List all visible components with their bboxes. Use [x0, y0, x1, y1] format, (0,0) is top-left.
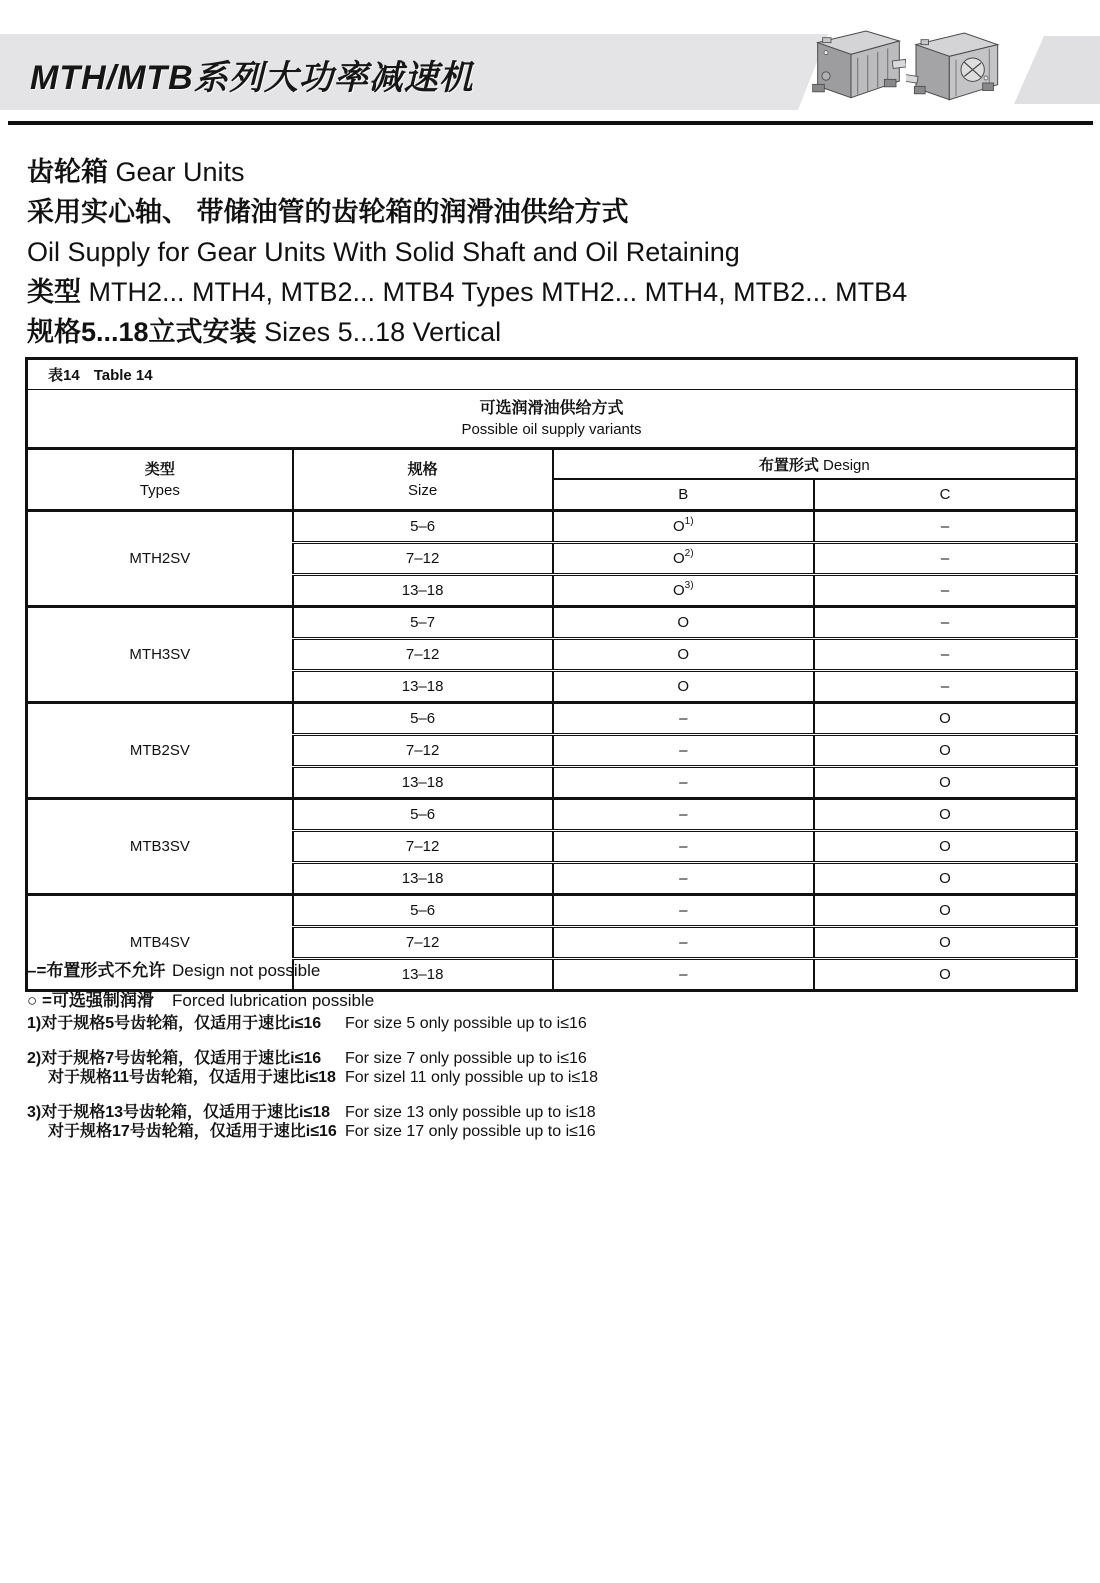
intro-heading-zh: 齿轮箱 — [27, 157, 116, 187]
footnote-en: For size 17 only possible up to i≤16 — [345, 1123, 596, 1140]
intro-heading-zh: 采用实心轴、 带储油管的齿轮箱的润滑油供给方式 — [27, 197, 629, 227]
design-c-cell — [814, 735, 1077, 767]
circle-mark: O — [939, 902, 951, 919]
size-cell: 7–12 — [293, 735, 553, 767]
footnote-ref: 3) — [684, 580, 694, 591]
circle-mark: O — [939, 806, 951, 823]
circle-mark: O — [939, 966, 951, 983]
circle-mark: O — [672, 582, 685, 599]
intro-heading-en: Oil Supply for Gear Units With Solid Shaft and Oil Retaining — [27, 237, 740, 267]
intro-heading-zh: 规格5...18立式安装 — [27, 317, 265, 347]
design-b-cell — [553, 511, 814, 543]
design-b-cell — [553, 767, 814, 799]
size-cell: 5–7 — [293, 607, 553, 639]
table-row — [27, 703, 1077, 735]
footnote-en: For sizel 11 only possible up to i≤18 — [345, 1069, 599, 1086]
dash-mark: – — [940, 518, 950, 535]
size-cell: 7–12 — [293, 927, 553, 959]
footnote — [27, 1049, 598, 1087]
design-c-cell — [814, 799, 1077, 831]
footnotes — [27, 1014, 598, 1157]
size-cell: 13–18 — [293, 575, 553, 607]
size-cell: 7–12 — [293, 543, 553, 575]
design-b-cell — [553, 895, 814, 927]
intro-heading-en: Sizes 5...18 Vertical — [264, 317, 502, 347]
size-cell: 5–6 — [293, 703, 553, 735]
size-cell: 5–6 — [293, 511, 553, 543]
table-title — [27, 390, 1077, 449]
header-band-accent-slash — [1014, 36, 1100, 104]
design-b-cell — [553, 863, 814, 895]
circle-mark: O — [672, 550, 685, 567]
col-header-size — [293, 449, 553, 511]
dash-mark: – — [940, 582, 950, 599]
footnote-zh: 2)对于规格7号齿轮箱，仅适用于速比i≤16 — [27, 1050, 322, 1067]
circle-mark: O — [939, 774, 951, 791]
table-caption-zh: 表14 — [48, 367, 80, 384]
design-b-cell — [553, 927, 814, 959]
table-title-en: Possible oil supply variants — [461, 420, 642, 438]
legend-english-label: Forced lubrication possible — [172, 991, 375, 1010]
dash-mark: – — [940, 614, 950, 631]
dash-mark: – — [940, 550, 950, 567]
table-title-zh: 可选润滑油供给方式 — [479, 399, 624, 417]
col-header-design — [553, 449, 1077, 480]
table-caption-en: Table 14 — [93, 367, 153, 384]
design-c-cell — [814, 895, 1077, 927]
design-b-cell — [553, 639, 814, 671]
oil-supply-table — [25, 357, 1078, 992]
design-c-cell — [814, 767, 1077, 799]
col-header-design-en: Design — [823, 456, 870, 474]
legend-line — [27, 956, 374, 986]
footnote-zh: 对于规格11号齿轮箱，仅适用于速比i≤18 — [48, 1069, 336, 1086]
footnote-line — [27, 1049, 598, 1068]
intro-heading-en: Gear Units — [115, 157, 245, 187]
footnote-line — [27, 1068, 598, 1087]
circle-mark: O — [677, 646, 690, 663]
dash-mark: – — [679, 902, 688, 919]
circle-mark: O — [939, 838, 951, 855]
size-cell: 13–18 — [293, 671, 553, 703]
table-caption-row — [27, 359, 1077, 390]
intro-heading-line — [27, 232, 1077, 272]
footnote-en: For size 13 only possible up to i≤18 — [345, 1104, 596, 1121]
table-row — [27, 511, 1077, 543]
design-c-cell — [814, 607, 1077, 639]
col-header-types-zh: 类型 — [144, 460, 175, 478]
col-header-types — [27, 449, 293, 511]
size-cell: 5–6 — [293, 895, 553, 927]
intro-heading-line — [27, 272, 1077, 312]
design-c-cell — [814, 703, 1077, 735]
circle-mark: O — [677, 678, 690, 695]
circle-mark: O — [672, 518, 685, 535]
table-title-row — [27, 390, 1077, 449]
design-c-cell — [814, 927, 1077, 959]
col-header-types-en: Types — [139, 481, 180, 499]
design-c-cell — [814, 671, 1077, 703]
footnote-zh: 1)对于规格5号齿轮箱，仅适用于速比i≤16 — [27, 1015, 322, 1032]
circle-mark: O — [939, 742, 951, 759]
footnote-line — [27, 1014, 598, 1033]
intro-heading-line — [27, 312, 1077, 352]
legend — [27, 956, 374, 1016]
circle-mark: O — [939, 710, 951, 727]
dash-mark: – — [679, 742, 688, 759]
design-b-cell — [553, 575, 814, 607]
footnote — [27, 1014, 598, 1033]
intro-heading-line — [27, 152, 1077, 192]
design-c-cell — [814, 959, 1077, 991]
type-cell: MTB3SV — [27, 799, 293, 895]
design-c-cell — [814, 543, 1077, 575]
circle-mark: O — [677, 614, 690, 631]
type-cell: MTB2SV — [27, 703, 293, 799]
design-b-cell — [553, 831, 814, 863]
dash-mark: – — [679, 710, 688, 727]
table-row — [27, 607, 1077, 639]
design-c-cell — [814, 639, 1077, 671]
intro-heading-en: MTH2... MTH4, MTB2... MTB4 Types MTH2... MTH4, MTB2... MTB4 — [88, 277, 908, 307]
dash-mark: – — [679, 806, 688, 823]
design-c-cell — [814, 863, 1077, 895]
size-cell: 13–18 — [293, 767, 553, 799]
legend-line — [27, 986, 374, 1016]
col-header-design-zh: 布置形式 — [758, 456, 819, 474]
dash-mark: – — [679, 870, 688, 887]
legend-symbol-label: –=布置形式不允许 — [27, 961, 166, 980]
intro-headings — [27, 152, 1077, 352]
size-cell: 5–6 — [293, 799, 553, 831]
col-header-design-c: C — [814, 479, 1077, 511]
type-cell: MTH3SV — [27, 607, 293, 703]
size-cell: 13–18 — [293, 863, 553, 895]
design-b-cell — [553, 799, 814, 831]
legend-english-label: Design not possible — [172, 961, 321, 980]
table-header-row-1 — [27, 449, 1077, 480]
size-cell: 7–12 — [293, 831, 553, 863]
type-cell: MTH2SV — [27, 511, 293, 607]
page-title: MTH/MTB系列大功率减速机 — [30, 59, 474, 97]
design-b-cell — [553, 543, 814, 575]
col-header-size-en: Size — [408, 481, 438, 499]
design-b-cell — [553, 671, 814, 703]
table-body — [27, 511, 1077, 991]
footnote-en: For size 7 only possible up to i≤16 — [345, 1050, 587, 1067]
table-row — [27, 799, 1077, 831]
gear-unit-photo-left — [806, 24, 906, 108]
design-b-cell — [553, 607, 814, 639]
col-header-size-zh: 规格 — [407, 460, 438, 478]
footnote-line — [27, 1103, 598, 1122]
dash-mark: – — [679, 934, 688, 951]
dash-mark: – — [940, 678, 950, 695]
type-cell: MTB4SV — [27, 895, 293, 991]
table-caption — [27, 359, 1077, 390]
footnote-en: For size 5 only possible up to i≤16 — [345, 1015, 587, 1032]
design-b-cell — [553, 959, 814, 991]
circle-mark: O — [939, 870, 951, 887]
size-cell: 7–12 — [293, 639, 553, 671]
dash-mark: – — [679, 966, 688, 983]
legend-symbol-label: ○ =可选强制润滑 — [27, 991, 154, 1010]
footnote-ref: 1) — [684, 516, 694, 527]
intro-heading-line — [27, 192, 1077, 232]
footnote-zh: 3)对于规格13号齿轮箱，仅适用于速比i≤18 — [27, 1104, 331, 1121]
intro-heading-zh: 类型 — [27, 277, 89, 307]
circle-mark: O — [939, 934, 951, 951]
size-cell: 13–18 — [293, 959, 553, 991]
design-c-cell — [814, 511, 1077, 543]
col-header-design-b: B — [553, 479, 814, 511]
design-b-cell — [553, 703, 814, 735]
header-divider-rule — [8, 121, 1093, 125]
dash-mark: – — [940, 646, 950, 663]
design-c-cell — [814, 575, 1077, 607]
footnote — [27, 1103, 598, 1141]
table-row — [27, 895, 1077, 927]
gear-unit-photo-right — [906, 28, 1006, 108]
dash-mark: – — [679, 838, 688, 855]
design-b-cell — [553, 735, 814, 767]
footnote-ref: 2) — [684, 548, 694, 559]
dash-mark: – — [679, 774, 688, 791]
footnote-zh: 对于规格17号齿轮箱，仅适用于速比i≤16 — [48, 1123, 337, 1140]
design-c-cell — [814, 831, 1077, 863]
footnote-line — [27, 1122, 598, 1141]
